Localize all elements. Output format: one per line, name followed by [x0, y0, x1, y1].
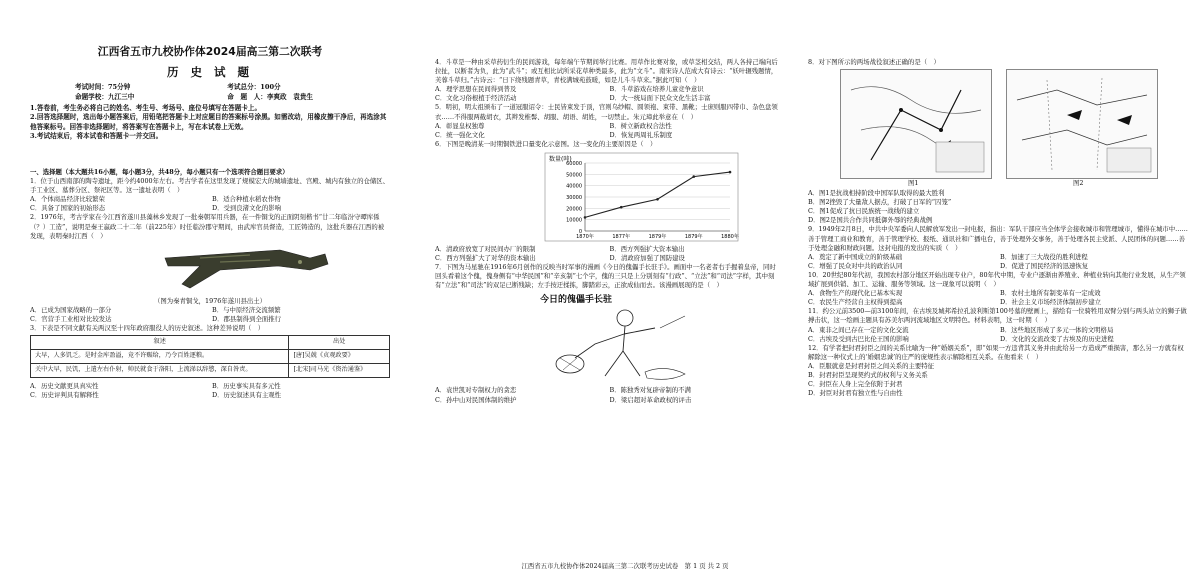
q6-options: [435, 245, 780, 263]
q9-options: [808, 253, 1188, 271]
y-tick-label: 30000: [566, 194, 582, 201]
q9-option-c[interactable]: C．增强了民众对中共的政治认同: [808, 261, 903, 270]
exam-meta-row1: [75, 83, 375, 92]
q11-option-a[interactable]: A．東非之间已存在一定的文化交流: [808, 325, 909, 334]
q12-option-b[interactable]: B．封君封臣呈现契约式的权利与义务关系: [808, 370, 928, 379]
y-tick-label: 60000: [566, 160, 582, 167]
q2-option-a[interactable]: A．已成为国家战略的一部分: [30, 305, 112, 314]
q8-option-b[interactable]: B．图2挫毁了大量敌人据点，打破了日军的“囚笼”: [808, 198, 952, 207]
map-2-drawing: [1007, 70, 1157, 178]
q10-option-b[interactable]: B．农村土地所有制变革有一定成效: [1000, 289, 1101, 298]
q3-row1-text: 大早，人多饥乏。是时金库盈溢，竟不许赈给，乃令百姓逐粮。: [31, 349, 289, 363]
column-1: [30, 168, 390, 400]
x-tick-label: 1879年: [648, 233, 667, 240]
table-row: [31, 363, 390, 377]
note-1: 1.答卷前，考生务必将自己的姓名、考生号、考场号、座位号填写在答题卡上。: [30, 104, 262, 112]
q5-option-b[interactable]: B．树立新政权合法性: [609, 121, 672, 130]
exam-score: 考试总分：100分: [227, 83, 281, 91]
q10-stem: 10．20世纪80年代初，我国农村部分地区开始出现专业户，80年代中期，专业户逐渐由养殖业、种植业转向其他行业发展，从生产领域扩展到供销、加工、运输、服务等领域。这一现象可以说明（ ）: [808, 270, 1186, 289]
section-heading: 一、选择题（本大题共16小题，每小题3分，共48分，每小题只有一个选项符合题目要求）: [30, 168, 289, 176]
q2-caption: （图为秦青铜戈，1976年遂川县出土）: [153, 296, 267, 305]
q9-stem: 9．1949年2月8日，中共中央军委向人民解放军发出一封电报，指出：军队干部应当全体学会接收城市和管理城市，懂得在城市中……善于管理工商业和教育，善于管理学校、报纸、通讯社和广播电台，善于处理外交事务，善于处理各民主党派、人民团体的问题……善于处理金融和财政问题。这封电报的发出的实质（ ）: [808, 225, 1188, 252]
q6-stem: 6．下图是晚清某一时期铜铁进口量变化示意图。这一变化的主要原因是（ ）: [435, 139, 657, 148]
note-3: 3.考试结束后，将本试卷和答题卡一并交回。: [30, 132, 163, 141]
q10-option-c[interactable]: C．农民生产经营自主权得到提高: [808, 298, 903, 307]
exam-subject: 历 史 试 题: [166, 65, 253, 79]
data-point: [692, 175, 695, 178]
y-tick-label: 10000: [566, 217, 582, 224]
q12-stem: 12．有学者把封君封臣之间的关系比喻为一种“婚姻关系”，即“如果一方违背其义务并由此给另一方造成严重损害，那么另一方就有权解除这一种仪式上的‘婚姻忠诚’的庄严的庞规性表示解除相互关系。在他看来（ ）: [808, 343, 1184, 361]
data-point: [620, 206, 623, 209]
q3-header-source: 出处: [289, 336, 390, 350]
q5-option-c[interactable]: C．统一强化文化: [435, 130, 485, 139]
map-1-drawing: [841, 70, 991, 178]
x-tick-label: 1879年: [684, 233, 703, 240]
q4-options: [435, 85, 780, 103]
q4-option-d[interactable]: D．大一统局面下民众文化生活丰富: [609, 94, 711, 103]
exam-notes: [30, 104, 390, 141]
q2-figure: [30, 244, 390, 294]
q5-option-a[interactable]: A．彰显皇权独尊: [435, 121, 485, 130]
q9-option-d[interactable]: D．促进了国民经济的迅速恢复: [1000, 261, 1089, 270]
q11-options: [808, 326, 1188, 344]
q3-table: [30, 335, 390, 377]
q11-option-c[interactable]: C．古埃及受到古巴比伦王国的影响: [808, 334, 909, 343]
bronze-dagger-axe-image: [160, 244, 340, 294]
q10-option-a[interactable]: A．食物生产的现代化已基本实现: [808, 289, 903, 298]
x-tick-label: 1870年: [576, 233, 594, 240]
q12-option-a[interactable]: A．臣服就意是封君封臣之间关系的主要特征: [808, 361, 935, 370]
chart-ylabel: 数量(吨): [549, 155, 572, 163]
q1-option-c[interactable]: C．具备了国家的初始形态: [30, 204, 106, 213]
q12-option-d[interactable]: D．封臣对封君有独立性与自由性: [808, 389, 903, 398]
exam-meta-row2: [75, 93, 375, 102]
q2-stem: 2．1976年，考古学家在今江西省遂川县藻林乡发现了一批秦朝军用兵器，在一件铜戈的正面阴刻楷书“廿二年临汾守曋库係（？）工造”，说明是秦王嬴政二十二年（前225年）时任临汾郡守期间，由武库官员督造，工匠铸造的，这批兵器在江西的被发现，表明秦时江西（ ）: [30, 213, 385, 240]
y-tick-label: 0: [578, 228, 582, 235]
q5-options: [435, 122, 780, 140]
exam-title: 江西省五市九校协作体2024届高三第二次联考: [97, 45, 323, 58]
q4-option-c[interactable]: C．文化习俗根植于经济活动: [435, 94, 517, 103]
exam-time: 考试时间：75分钟: [75, 83, 131, 91]
data-point: [729, 171, 732, 174]
q7-option-c[interactable]: C．孙中山对民国体制的维护: [435, 395, 517, 404]
q7-options: [435, 386, 780, 404]
q1-option-d[interactable]: D．受到良渚文化的影响: [212, 204, 282, 213]
q6-option-b[interactable]: B．西方列强扩大资本输出: [609, 244, 685, 253]
data-point: [656, 198, 659, 201]
q4-option-b[interactable]: B．斗草游戏在培养儿童竞争意识: [609, 85, 704, 94]
q3-header-narrative: 叙述: [31, 336, 289, 350]
q11-option-b[interactable]: B．这些地区形成了多元一体的文明格局: [1000, 325, 1114, 334]
x-tick-label: 1880年: [721, 233, 739, 240]
q4-option-a[interactable]: A．理学思想在民间得到普及: [435, 85, 517, 94]
q8-figures: [808, 67, 1188, 189]
x-tick-label: 1877年: [612, 233, 631, 240]
q1-option-a[interactable]: A．个体商品经济比较繁荣: [30, 195, 105, 204]
q2-option-c[interactable]: C．官营手工业相对比较发达: [30, 314, 112, 323]
q3-options: [30, 382, 390, 400]
q3-stem: 3．下表是不同文献有关两汉至十四年政府服役人的历史叙述。这种差异说明（ ）: [30, 324, 265, 333]
q8-option-a[interactable]: A．图1是抗战相持阶段中国军队取得的最大胜利: [808, 189, 945, 198]
q3-option-a[interactable]: A．历史文献更具真实性: [30, 381, 99, 390]
q1-stem: 1．位于山西南部的陶寺遗址，距今约4000年左右。考古学者在这里发现了规模宏大的城墙遗址、宫殿、城内有独立的仓储区、手工业区、墓葬分区、祭祀区等。这一遗址表明（ ）: [30, 177, 390, 195]
q8-stem: 8．对下图所示的两场战役叙述正确的是（ ）: [808, 58, 940, 66]
column-2: [435, 58, 780, 405]
q11-option-d[interactable]: D．文化的交流改变了古埃及的历史进程: [1000, 334, 1114, 343]
exam-school: 命题学校：九江三中: [75, 93, 135, 101]
q3-row2-source: [北宋]司马光《资治通鉴》: [289, 363, 390, 377]
q8-option-d[interactable]: D．图2是国共合作共同抵御外辱的经典战例: [808, 216, 933, 225]
y-tick-label: 50000: [566, 172, 582, 179]
y-tick-label: 40000: [566, 183, 582, 190]
table-row: [31, 349, 390, 363]
q3-option-d[interactable]: D．历史叙述具有主观性: [212, 390, 282, 399]
fig1-label: 图1: [908, 179, 919, 188]
q6-option-a[interactable]: A．清政府放宽了对民间办厂的限制: [435, 244, 536, 253]
q12-option-c[interactable]: C．封臣在人身上完全依附于封君: [808, 380, 903, 389]
battle-map-2: [1006, 69, 1158, 179]
column-3: [808, 58, 1188, 398]
q10-option-d[interactable]: D．社会主义市场经济体制初步建立: [1000, 298, 1101, 307]
exam-authors: 命 题 人：李爽政 袁贵生: [227, 93, 314, 101]
q7-option-d[interactable]: D．梁启超对革命政权的评击: [609, 395, 692, 404]
q6-option-d[interactable]: D．清政府加强了国防建设: [609, 254, 685, 263]
q2-option-d[interactable]: D．郡县制得到全面推行: [212, 314, 282, 323]
q1-option-b[interactable]: B．适合种植水稻农作物: [212, 195, 281, 204]
cartoon-drawing: [535, 306, 695, 384]
q3-option-c[interactable]: C．历史评判具有解释性: [30, 390, 99, 399]
q11-stem: 11．约公元前3500—前3100年间，在古埃及城邦希拉孔波利斯第100号墓的壁画上，描绘有一位骑牲用双臂分别与两头站立的狮子做搏击状，这一绘画主题具有苏美尔两河流域地区文明特色。材料表明，这一时期（ ）: [808, 307, 1187, 325]
fig2-label: 图2: [1073, 179, 1084, 188]
q2-option-b[interactable]: B．与中原经济交流频繁: [212, 305, 281, 314]
q10-options: [808, 289, 1188, 307]
q7-option-b[interactable]: B．陈独秀对复辟帝制的不满: [609, 386, 691, 395]
y-tick-label: 20000: [566, 206, 582, 213]
q6-line-chart: [435, 151, 780, 243]
q6-option-c[interactable]: C．西方列强扩大了对华的资本输出: [435, 254, 536, 263]
q7-cartoon: [435, 292, 780, 384]
q9-option-a[interactable]: A．奠定了新中国成立的阶级基础: [808, 252, 903, 261]
q4-stem: 4．斗草是一种由采草药衍生的民间游戏，每年端午节期间举行比赛。用草作比赛对象，或草茎相交结，两人各持己端向后拉扯，以断者为负，此为“武斗”；或互相比试所采花草种类最多，此为“文斗”。南宋诗人范成大有诗云：“妖叶辗残题情，芙蓉斗草归。”古诗云：“日下绕残题青草，青校满城苑鼓暖，如是儿斗斗草来。”据此可知（ ）: [435, 58, 778, 85]
q2-options: [30, 306, 390, 324]
q5-option-d[interactable]: D．恢复两周礼乐制度: [609, 130, 673, 139]
battle-map-1: [840, 69, 992, 179]
q8-option-c[interactable]: C．图1促成了抗日民族统一战线的建立: [808, 207, 920, 216]
q9-option-b[interactable]: B．加速了三大战役的胜利进程: [1000, 252, 1088, 261]
q3-row2-text: 关中大早，民饥，上遣左右仆射，帅民就食于洛阳，上流涕以辞愍，深自咎责。: [31, 363, 289, 377]
note-2: 2.回答选择题时，选出每小题答案后，用铅笔把答题卡上对应题目的答案标号涂黑。如需改动，用橡皮擦干净后，再选涂其他答案标号。回答非选择题时，将答案写在答题卡上，写在本试卷上无效。: [30, 113, 387, 131]
q5-stem: 5．明初，明太祖颁布了一道冠服诏令：士民皆束发于顶，官则乌纱帽、圆领袍、束带、黑靴；士庶则服四带巾、杂色盘领衣……不得服两截胡衣，其辫发椎髻、胡服、胡语、胡姓，一切禁止。朱元璋此举意在（ ）: [435, 103, 778, 121]
q7-option-a[interactable]: A．袁世凯对专制权力的贪恋: [435, 386, 517, 395]
q3-row1-source: [唐]吴兢《贞观政要》: [289, 349, 390, 363]
q3-option-b[interactable]: B．历史事实具有多元性: [212, 381, 281, 390]
page-footer: 江西省五市九校协作体2024届高三第二次联考历史试卷 第 1 页 共 2 页: [521, 562, 729, 570]
q1-options: [30, 195, 390, 213]
q7-stem: 7．下图为马星驰在1916年6月创作的反映当时军事的漫画《今日的傀儡手长驻手》。画面中一名老者右手握着皇帝，同时回头看着这个傀，傀身侧有“中华民国”和“辛亥制”七个字，傀的三只是上分别刻有“行政”、“立法”和“司法”字样，其中刻有“立法”和“司法”的双足已断残缺；左手按迂揉拣，脚踏彩云，正欲成仙而去。该漫画展现的是（ ）: [435, 263, 776, 290]
q7-cartoon-title: 今日的傀儡手长驻: [540, 295, 613, 306]
